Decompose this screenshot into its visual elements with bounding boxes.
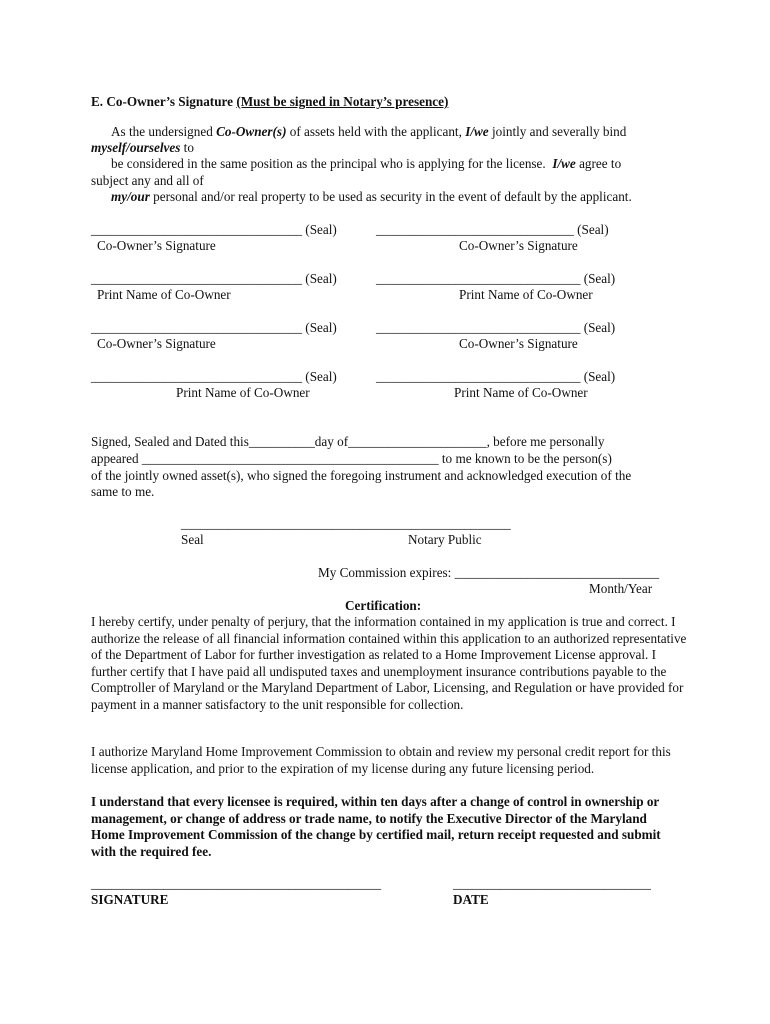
print-name-line-1[interactable]: ________________________________ (Seal) <box>91 271 337 286</box>
notary-line-3: of the jointly owned asset(s), who signed the foregoing instrument and acknowledged execution of the <box>91 468 632 483</box>
intro-emphasis: my/our <box>111 189 150 204</box>
signature-line[interactable]: ____________________________________________ <box>91 876 382 891</box>
intro-text: personal and/or real property to be used as security in the event of default by the applicant. <box>153 189 632 204</box>
co-owner-signature-line-2[interactable]: ______________________________ (Seal) <box>376 222 609 237</box>
intro-emphasis: I/we <box>552 156 576 171</box>
certification-paragraph-3: I understand that every licensee is required, within ten days after a change of control in ownership or management, or change of address or trade name, to notify the Executive Director of the Maryland Home Improvement Commission of the change by certified mail, return receipt requested and submit with the required fee. <box>91 794 661 859</box>
certification-paragraph-1: I hereby certify, under penalty of perjury, that the information contained in my application is true and correct. I authorize the release of all financial information contained within this application to an authorized representative of the Department of Labor for further investigation as related to a Home Improvement License approval. I further certify that I have paid all undisputed taxes and unemployment insurance contributions payable to the Comptroller of Maryland or the Maryland Department of Labor, Licensing, and Regulation or have provided for payment in a manner satisfactory to the unit responsible for collection. <box>91 614 687 712</box>
notary-line-1: Signed, Sealed and Dated this__________day of_____________________, before me personally <box>91 434 605 449</box>
co-owner-signature-line-4[interactable]: _______________________________ (Seal) <box>376 320 616 335</box>
print-name-label-4: Print Name of Co-Owner <box>454 385 588 400</box>
intro-emphasis: myself/ourselves <box>91 140 181 155</box>
co-owner-signature-label-2: Co-Owner’s Signature <box>459 238 578 253</box>
intro-text: of assets held with the applicant, <box>289 124 462 139</box>
month-year-label: Month/Year <box>589 581 653 596</box>
date-label: DATE <box>453 892 489 907</box>
print-name-label-1: Print Name of Co-Owner <box>97 287 231 302</box>
date-line[interactable]: ______________________________ <box>453 876 651 891</box>
certification-paragraph-2: I authorize Maryland Home Improvement Commission to obtain and review my personal credit report for this license application, and prior to the expiration of my license during any future licensing period. <box>91 744 671 776</box>
notary-line-2: appeared _____________________________________________ to me known to be the person(s) <box>91 451 612 466</box>
notary-signature-line[interactable]: __________________________________________________ <box>181 516 511 531</box>
notary-line-4: same to me. <box>91 484 155 499</box>
print-name-line-3[interactable]: ________________________________ (Seal) <box>91 369 337 384</box>
print-name-label-3: Print Name of Co-Owner <box>176 385 310 400</box>
print-name-label-2: Print Name of Co-Owner <box>459 287 593 302</box>
intro-text: agree to <box>579 156 622 171</box>
signature-label: SIGNATURE <box>91 892 169 907</box>
co-owner-signature-line-3[interactable]: ________________________________ (Seal) <box>91 320 337 335</box>
section-heading-prefix: E. Co-Owner’s Signature <box>91 94 234 109</box>
co-owner-signature-label-1: Co-Owner’s Signature <box>97 238 216 253</box>
certification-heading: Certification: <box>345 598 422 613</box>
intro-line-2 <box>91 140 194 156</box>
co-owner-signature-label-4: Co-Owner’s Signature <box>459 336 578 351</box>
print-name-line-4[interactable]: _______________________________ (Seal) <box>376 369 616 384</box>
intro-line-5 <box>111 189 632 205</box>
commission-expires-line[interactable]: My Commission expires: _______________________________ <box>318 565 660 580</box>
section-heading-note: (Must be signed in Notary’s presence) <box>236 94 449 109</box>
intro-text: be considered in the same position as the principal who is applying for the license. <box>111 156 546 171</box>
intro-text: to <box>183 140 194 155</box>
intro-line-4: subject any and all of <box>91 173 204 188</box>
co-owner-signature-line-1[interactable]: ________________________________ (Seal) <box>91 222 337 237</box>
seal-label: Seal <box>181 532 204 547</box>
intro-line-3 <box>111 156 621 172</box>
intro-line-1 <box>111 124 626 140</box>
section-heading <box>91 94 448 110</box>
co-owner-signature-label-3: Co-Owner’s Signature <box>97 336 216 351</box>
print-name-line-2[interactable]: _______________________________ (Seal) <box>376 271 616 286</box>
notary-public-label: Notary Public <box>408 532 482 547</box>
intro-emphasis: Co-Owner(s) <box>216 124 287 139</box>
intro-text: As the undersigned <box>111 124 213 139</box>
intro-emphasis: I/we <box>465 124 489 139</box>
intro-text: jointly and severally bind <box>491 124 627 139</box>
